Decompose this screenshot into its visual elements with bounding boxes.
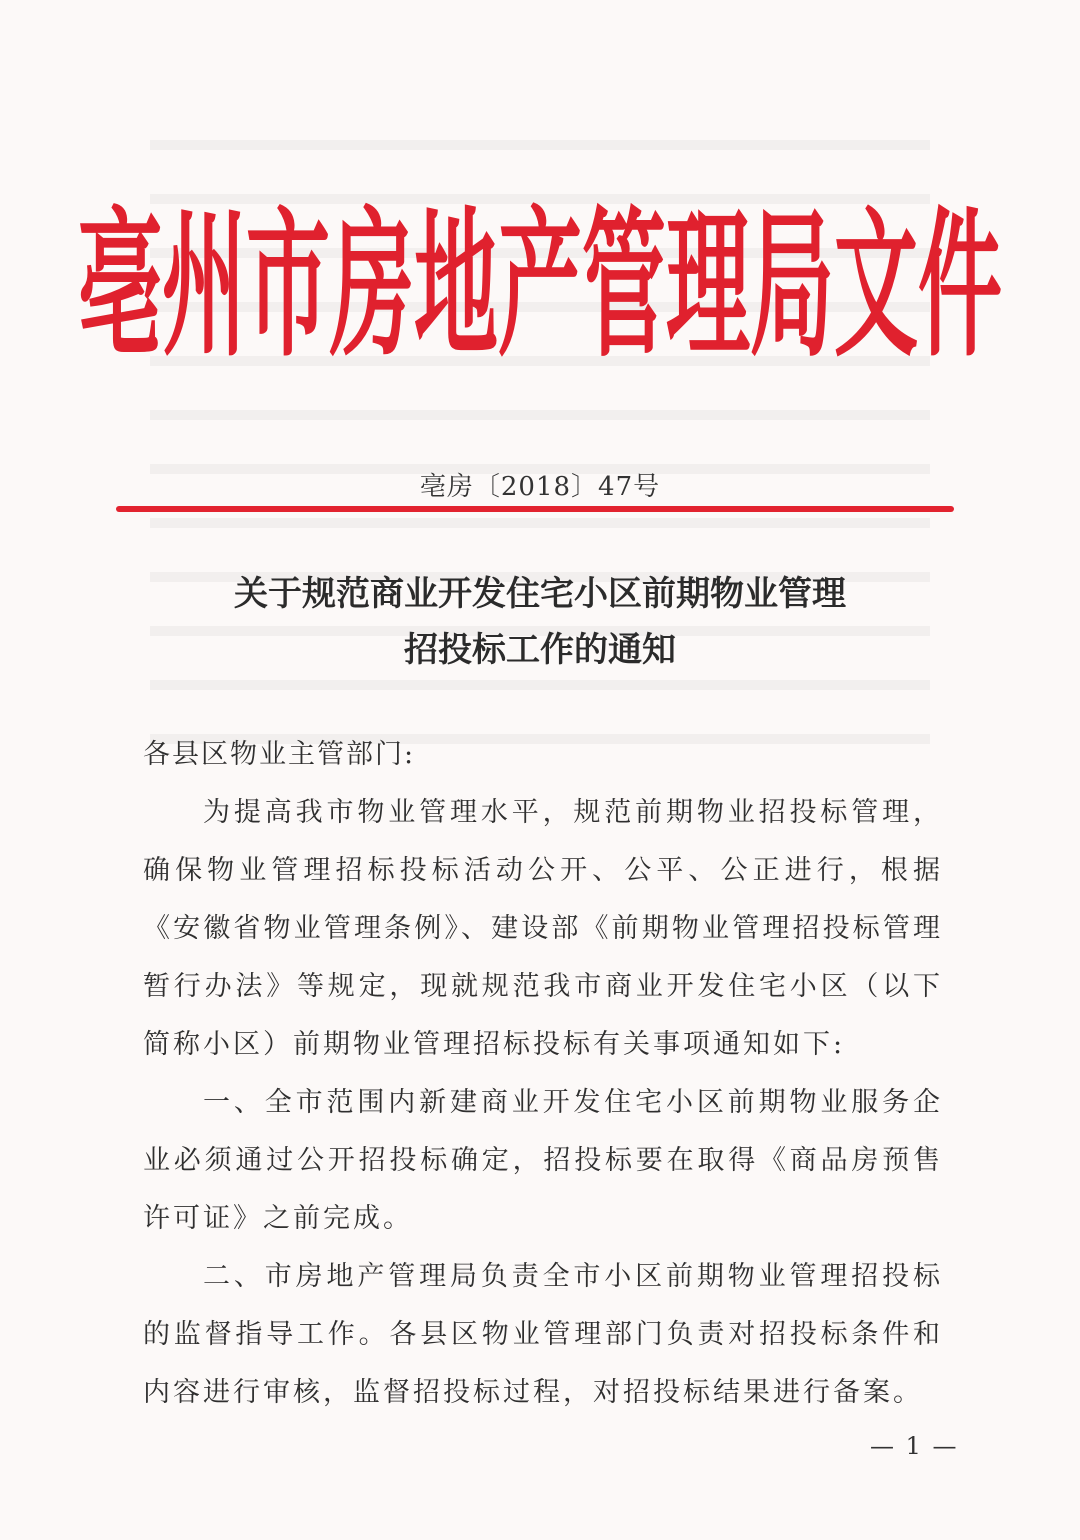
notice-title-line-1: 关于规范商业开发住宅小区前期物业管理: [234, 574, 846, 614]
paragraph-item-1: 一、全市范围内新建商业开发住宅小区前期物业服务企业必须通过公开招投标确定，招投标要在取得《商品房预售许可证》之前完成。: [143, 1087, 943, 1234]
notice-title: [0, 566, 1080, 678]
paragraph-item-2: 二、市房地产管理局负责全市小区前期物业管理招投标的监督指导工作。各县区物业管理部门负责对招投标条件和内容进行审核，监督招投标过程，对招投标结果进行备案。: [143, 1261, 943, 1408]
notice-body: [143, 726, 943, 1422]
paragraph-intro: 为提高我市物业管理水平，规范前期物业招投标管理，确保物业管理招标投标活动公开、公平、公正进行，根据《安徽省物业管理条例》、建设部《前期物业管理招投标管理暂行办法》等规定，现就规范我市商业开发住宅小区（以下简称小区）前期物业管理招标投标有关事项通知如下:: [143, 797, 943, 1060]
red-divider-line: [116, 506, 954, 512]
salutation: 各县区物业主管部门:: [143, 739, 416, 770]
notice-title-line-2: 招投标工作的通知: [404, 630, 676, 670]
document-number: 亳房〔2018〕47号: [419, 472, 661, 502]
page-number: — 1 —: [870, 1432, 959, 1460]
red-header-title: 亳州市房地产管理局文件: [77, 192, 1002, 379]
